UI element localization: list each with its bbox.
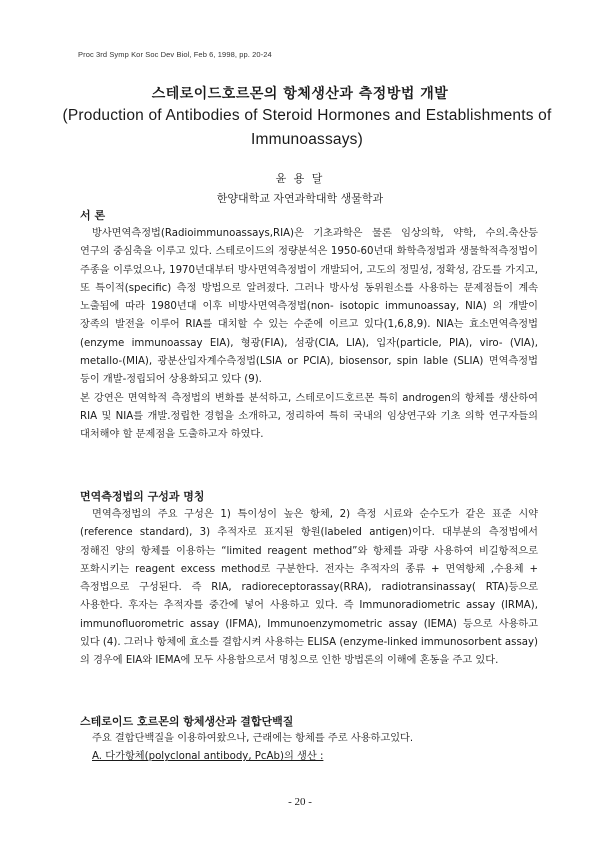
antibody-paragraph-1: 주요 결합단백질을 이용하여왔으나, 근래에는 항체를 주로 사용하고있다.	[92, 733, 414, 744]
page-number: - 20 -	[288, 796, 312, 808]
section-heading-intro: 서 론	[80, 209, 106, 222]
immunoassay-paragraph-1: 면역측정법의 주요 구성은 1) 특이성이 높은 항체, 2) 측정 시료와 순수도가 같은 표준 시약(reference standard), 3) 추적자로 표지된 항원(labeled antigen)이다. 대부분의 측정법에서 정해진 양의 항체를 이용하는 “limited reagent method”와 항체를 과량 사용하여 비길항적으로 포화시키는 reagent excess method로 구분한다. 전자는 추적자의 종류 + 면역항체 ,수용체 + 측정법으로 구성된다. 즉 RIA, radioreceptorassay(RRA), radiotransinassay( RTA)등으로 사용한다. 후자는 추적자를 중간에 넣어 사용하고 있다. 즉 Immunoradiometric assay (IRMA), immunofluorometric assay (IFMA), Immunoenzymometric assay (IEMA) 등으로 사용하고 있다 (4). 그러나 항체에 효소를 결합시켜 사용하는 ELISA (enzyme-linked immunosorbent assay)의 경우에 EIA와 IEMA에 모두 사용함으로서 명칭으로 인한 방법론의 이해에 혼동을 주고 있다.	[80, 509, 538, 667]
antibody-body	[80, 730, 538, 767]
antibody-subheading-a: A. 다가항체(polyclonal antibody, PcAb)의 생산 :	[92, 751, 324, 763]
author-affiliation: 한양대학교 자연과학대학 생물학과	[216, 192, 384, 205]
section-heading-antibody: 스테로이드 호르몬의 항체생산과 결합단백질	[80, 715, 294, 728]
section-heading-immunoassay: 면역측정법의 구성과 명칭	[80, 490, 205, 503]
journal-header: Proc 3rd Symp Kor Soc Dev Biol, Feb 6, 1998, pp. 20-24	[78, 50, 272, 59]
immunoassay-body	[80, 506, 538, 671]
author-name: 윤 용 달	[275, 172, 325, 185]
title-english: (Production of Antibodies of Steroid Hormones and Establishments of Immunoassays)	[62, 107, 552, 148]
intro-paragraph-1: 방사면역측정법(Radioimmunoassays,RIA)은 기초과학은 물론 임상의학, 약학, 수의.축산등 연구의 중심축을 이루고 있다. 스테로이드의 정량분석은 1950-60년대 화학측정법과 생물학적측정법이 주종을 이루었으나, 1970년대부터 방사면역측정법이 개발되어, 고도의 정밀성, 정확성, 감도를 가지고, 또 특이적(specific) 측정 방법으로 알려졌다. 그러나 방사성 동위원소를 사용하는 문제점들이 계속 노출됨에 따라 1980년대 이후 비방사면역측정법(non- isotopic immunoassay, NIA) 의 개발이 장족의 발전을 이루어 RIA를 대치할 수 있는 수준에 이르고 있다(1,6,8,9). NIA는 효소면역측정법 (enzyme immunoassay EIA), 형광(FIA), 섬광(CIA, LIA), 입자(particle, PIA), viro- (VIA), metallo-(MIA), 광분산입자계수측정법(LSIA or PCIA), biosensor, spin lable (SLIA) 면역측정법 등이 개발-정립되어 상용화되고 있다 (9).	[80, 228, 538, 386]
title-korean: 스테로이드호르몬의 항체생산과 측정방법 개발	[151, 86, 449, 102]
intro-paragraph-2: 본 강연은 면역학적 측정법의 변화를 분석하고, 스테로이드호르몬 특히 androgen의 항체를 생산하여 RIA 및 NIA를 개발.정립한 경험을 소개하고, 정리하여 특히 국내의 임상연구와 기초 의학 연구자들의 대처해야 할 문제점을 도출하고자 하였다.	[80, 392, 538, 441]
intro-body	[80, 225, 538, 445]
